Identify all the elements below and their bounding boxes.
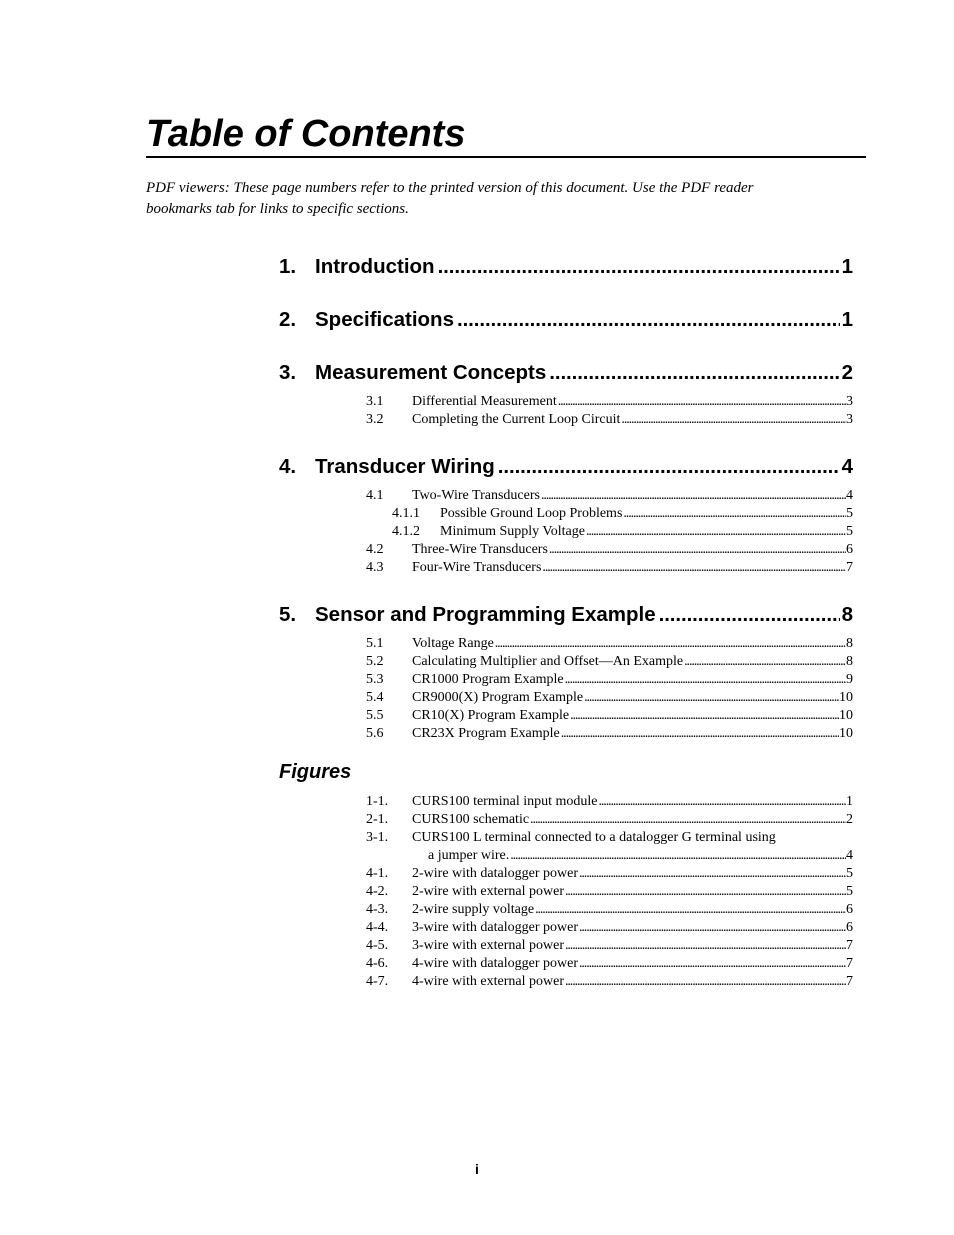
- dot-leader: [560, 725, 839, 743]
- section-entry[interactable]: [279, 505, 853, 523]
- chapter-number: 3.: [279, 361, 297, 384]
- section-entry[interactable]: [279, 635, 853, 653]
- section-title: Two-Wire Transducers: [412, 488, 540, 503]
- figure-title: 4-wire with external power: [412, 974, 564, 989]
- figure-page: 7: [846, 956, 853, 971]
- section-entry[interactable]: [279, 653, 853, 671]
- dot-leader: [569, 707, 839, 725]
- chapter-title: Introduction: [315, 255, 435, 278]
- figure-line-continued: [366, 847, 853, 865]
- section-number: 3.1: [366, 394, 384, 409]
- figure-entry[interactable]: [279, 901, 853, 919]
- section-number: 4.1.2: [392, 524, 420, 539]
- chapter-title: Transducer Wiring: [315, 455, 495, 478]
- page-title: Table of Contents: [146, 113, 466, 155]
- figure-title: 4-wire with datalogger power: [412, 956, 578, 971]
- section-entry[interactable]: [279, 725, 853, 743]
- figure-entry[interactable]: [279, 937, 853, 955]
- dot-leader: [529, 811, 846, 829]
- table-of-contents: [279, 252, 853, 991]
- section-entry[interactable]: [279, 559, 853, 577]
- section-entry[interactable]: [279, 689, 853, 707]
- section-title: Three-Wire Transducers: [412, 542, 548, 557]
- section-number: 5.6: [366, 726, 384, 741]
- dot-leader: [454, 305, 840, 335]
- section-title: CR23X Program Example: [412, 726, 560, 741]
- chapter-entry[interactable]: [279, 252, 853, 282]
- chapter-title: Measurement Concepts: [315, 361, 547, 384]
- chapter-title: Specifications: [315, 308, 454, 331]
- dot-leader: [578, 919, 846, 937]
- chapter-page: 1: [841, 255, 853, 278]
- figure-title-continued: a jumper wire.: [428, 848, 510, 863]
- dot-leader: [585, 523, 846, 541]
- dot-leader: [540, 487, 846, 505]
- section-page: 8: [846, 654, 853, 669]
- section-page: 10: [839, 708, 853, 723]
- section-entry[interactable]: [279, 541, 853, 559]
- section-title: CR10(X) Program Example: [412, 708, 570, 723]
- section-number: 5.4: [366, 690, 384, 705]
- section-title: CR1000 Program Example: [412, 672, 564, 687]
- dot-leader: [683, 653, 846, 671]
- section-page: 10: [839, 690, 853, 705]
- section-title: Calculating Multiplier and Offset—An Example: [412, 654, 684, 669]
- chapter-page: 2: [841, 361, 853, 384]
- dot-leader: [622, 505, 846, 523]
- dot-leader: [564, 973, 846, 991]
- figure-number: 4-1.: [366, 866, 389, 881]
- section-page: 3: [846, 394, 853, 409]
- section-page: 10: [839, 726, 853, 741]
- section-number: 4.1.1: [392, 506, 420, 521]
- chapter-list: [279, 252, 853, 743]
- section-entry[interactable]: [279, 523, 853, 541]
- section-entry[interactable]: [279, 707, 853, 725]
- figure-page: 6: [846, 920, 853, 935]
- section-entry[interactable]: [279, 411, 853, 429]
- figure-page: 7: [846, 974, 853, 989]
- section-number: 5.2: [366, 654, 384, 669]
- chapter-entry[interactable]: [279, 358, 853, 388]
- figure-page: 5: [846, 884, 853, 899]
- section-title: Minimum Supply Voltage: [440, 524, 585, 539]
- chapter-page: 4: [841, 455, 853, 478]
- chapter-entry[interactable]: [279, 600, 853, 630]
- figure-number: 1-1.: [366, 794, 389, 809]
- chapter-number: 5.: [279, 603, 297, 626]
- figure-title: CURS100 L terminal connected to a datalogger G terminal using: [412, 830, 776, 845]
- figure-number: 4-4.: [366, 920, 389, 935]
- chapter-number: 1.: [279, 255, 297, 278]
- section-page: 4: [846, 488, 853, 503]
- section-number: 3.2: [366, 412, 384, 427]
- chapter-entry[interactable]: [279, 452, 853, 482]
- dot-leader: [656, 600, 840, 630]
- figure-title: 3-wire with datalogger power: [412, 920, 578, 935]
- figure-title: 3-wire with external power: [412, 938, 564, 953]
- figure-entry[interactable]: [279, 793, 853, 811]
- figure-title: CURS100 terminal input module: [412, 794, 598, 809]
- section-list: [279, 487, 853, 577]
- section-title: Differential Measurement: [412, 394, 557, 409]
- dot-leader: [509, 847, 846, 865]
- dot-leader: [534, 901, 846, 919]
- section-page: 8: [846, 636, 853, 651]
- dot-leader: [435, 252, 840, 282]
- dot-leader: [564, 883, 846, 901]
- section-page: 3: [846, 412, 853, 427]
- dot-leader: [557, 393, 846, 411]
- dot-leader: [546, 358, 839, 388]
- dot-leader: [578, 955, 846, 973]
- figure-entry[interactable]: [279, 811, 853, 829]
- figure-page: 5: [846, 866, 853, 881]
- section-page: 7: [846, 560, 853, 575]
- dot-leader: [548, 541, 846, 559]
- figure-line: [366, 829, 853, 847]
- section-list: [279, 635, 853, 743]
- figure-page: 4: [846, 848, 853, 863]
- section-title: CR9000(X) Program Example: [412, 690, 584, 705]
- chapter-page: 1: [841, 308, 853, 331]
- chapter-number: 2.: [279, 308, 297, 331]
- figure-page: 2: [846, 812, 853, 827]
- figure-number: 4-5.: [366, 938, 389, 953]
- dot-leader: [620, 411, 846, 429]
- figure-number: 4-2.: [366, 884, 389, 899]
- figure-entry[interactable]: [279, 865, 853, 883]
- figure-number: 3-1.: [366, 830, 389, 845]
- dot-leader: [598, 793, 847, 811]
- figure-title: 2-wire supply voltage: [412, 902, 535, 917]
- figure-page: 7: [846, 938, 853, 953]
- dot-leader: [578, 865, 846, 883]
- figure-title: 2-wire with external power: [412, 884, 564, 899]
- dot-leader: [583, 689, 839, 707]
- figure-entry[interactable]: [279, 919, 853, 937]
- section-title: Completing the Current Loop Circuit: [412, 412, 621, 427]
- figure-page: 1: [846, 794, 853, 809]
- chapter-title: Sensor and Programming Example: [315, 603, 656, 626]
- section-entry[interactable]: [279, 671, 853, 689]
- section-title: Possible Ground Loop Problems: [440, 506, 623, 521]
- section-list: [279, 393, 853, 429]
- figure-number: 2-1.: [366, 812, 389, 827]
- figure-title: 2-wire with datalogger power: [412, 866, 578, 881]
- figure-number: 4-3.: [366, 902, 389, 917]
- chapter-entry[interactable]: [279, 305, 853, 335]
- section-number: 4.2: [366, 542, 384, 557]
- section-page: 9: [846, 672, 853, 687]
- section-page: 5: [846, 524, 853, 539]
- section-title: Voltage Range: [412, 636, 494, 651]
- figure-entry[interactable]: [279, 973, 853, 991]
- dot-leader: [564, 671, 846, 689]
- section-number: 5.3: [366, 672, 384, 687]
- section-number: 4.3: [366, 560, 384, 575]
- section-page: 5: [846, 506, 853, 521]
- figure-entry[interactable]: [279, 955, 853, 973]
- dot-leader: [494, 635, 846, 653]
- dot-leader: [495, 452, 840, 482]
- figure-list: [279, 793, 853, 991]
- section-number: 4.1: [366, 488, 384, 503]
- pdf-viewer-note: PDF viewers: These page numbers refer to the printed version of this document. Use the PDF reader bookmarks tab for links to specific sections.: [146, 180, 754, 217]
- chapter-page: 8: [841, 603, 853, 626]
- figure-entry[interactable]: [279, 883, 853, 901]
- page-number: i: [475, 1161, 479, 1177]
- figure-title: CURS100 schematic: [412, 812, 530, 827]
- figures-heading: Figures: [279, 761, 352, 783]
- figure-number: 4-7.: [366, 974, 389, 989]
- dot-leader: [564, 937, 846, 955]
- figure-entry[interactable]: [279, 829, 853, 865]
- figure-page: 6: [846, 902, 853, 917]
- section-entry[interactable]: [279, 393, 853, 411]
- title-rule: [146, 156, 866, 158]
- section-number: 5.5: [366, 708, 384, 723]
- section-number: 5.1: [366, 636, 384, 651]
- section-title: Four-Wire Transducers: [412, 560, 542, 575]
- figure-number: 4-6.: [366, 956, 389, 971]
- chapter-number: 4.: [279, 455, 297, 478]
- section-page: 6: [846, 542, 853, 557]
- section-entry[interactable]: [279, 487, 853, 505]
- dot-leader: [541, 559, 846, 577]
